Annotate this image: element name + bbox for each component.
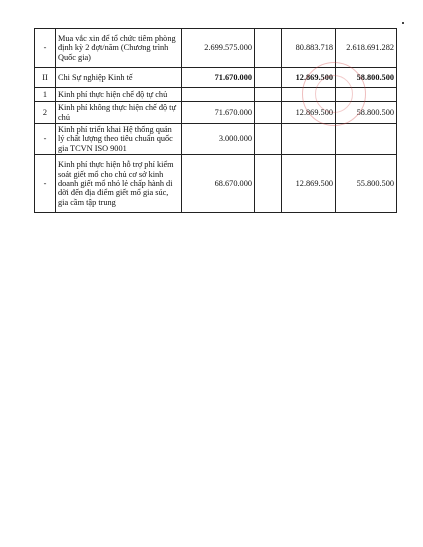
empty-cell (255, 88, 282, 102)
spent-amount: 80.883.718 (282, 29, 336, 68)
row-description: Mua vắc xin để tổ chức tiêm phòng định kỳ 2 đợt/năm (Chương trình Quốc gia) (56, 29, 182, 68)
estimate-amount: 71.670.000 (182, 68, 255, 88)
empty-cell (255, 68, 282, 88)
row-number: - (35, 124, 56, 155)
scan-mark (402, 22, 404, 24)
estimate-amount: 2.699.575.000 (182, 29, 255, 68)
spent-amount: 12.869.500 (282, 155, 336, 213)
table-row (35, 29, 397, 68)
row-number: 1 (35, 88, 56, 102)
empty-cell (255, 124, 282, 155)
row-description: Kinh phí không thực hiện chế độ tự chủ (56, 102, 182, 124)
row-description: Chi Sự nghiệp Kinh tế (56, 68, 182, 88)
row-description: Kinh phí triển khai Hệ thống quản lý chất lượng theo tiêu chuẩn quốc gia TCVN ISO 9001 (56, 124, 182, 155)
empty-cell (255, 102, 282, 124)
spent-amount: 12.869.500 (282, 68, 336, 88)
estimate-amount: 71.670.000 (182, 102, 255, 124)
empty-cell (255, 29, 282, 68)
remaining-amount: 58.800.500 (336, 68, 397, 88)
table-row (35, 124, 397, 155)
estimate-amount: 68.670.000 (182, 155, 255, 213)
spent-amount: 12.869.500 (282, 102, 336, 124)
row-number: II (35, 68, 56, 88)
remaining-amount (336, 124, 397, 155)
row-number: - (35, 29, 56, 68)
remaining-amount: 55.800.500 (336, 155, 397, 213)
remaining-amount: 2.618.691.282 (336, 29, 397, 68)
official-seal (302, 62, 366, 126)
row-number: - (35, 155, 56, 213)
row-number: 2 (35, 102, 56, 124)
estimate-amount (182, 88, 255, 102)
remaining-amount: 58.800.500 (336, 102, 397, 124)
table-row (35, 155, 397, 213)
empty-cell (255, 155, 282, 213)
spent-amount (282, 124, 336, 155)
estimate-amount: 3.000.000 (182, 124, 255, 155)
row-description: Kinh phí thực hiện chế độ tự chủ (56, 88, 182, 102)
row-description: Kinh phí thực hiện hỗ trợ phí kiểm soát giết mổ cho chủ cơ sở kinh doanh giết mổ nhỏ lẻ chấp hành di dời đến địa điểm giết mổ gia súc, gia cầm tập trung (56, 155, 182, 213)
